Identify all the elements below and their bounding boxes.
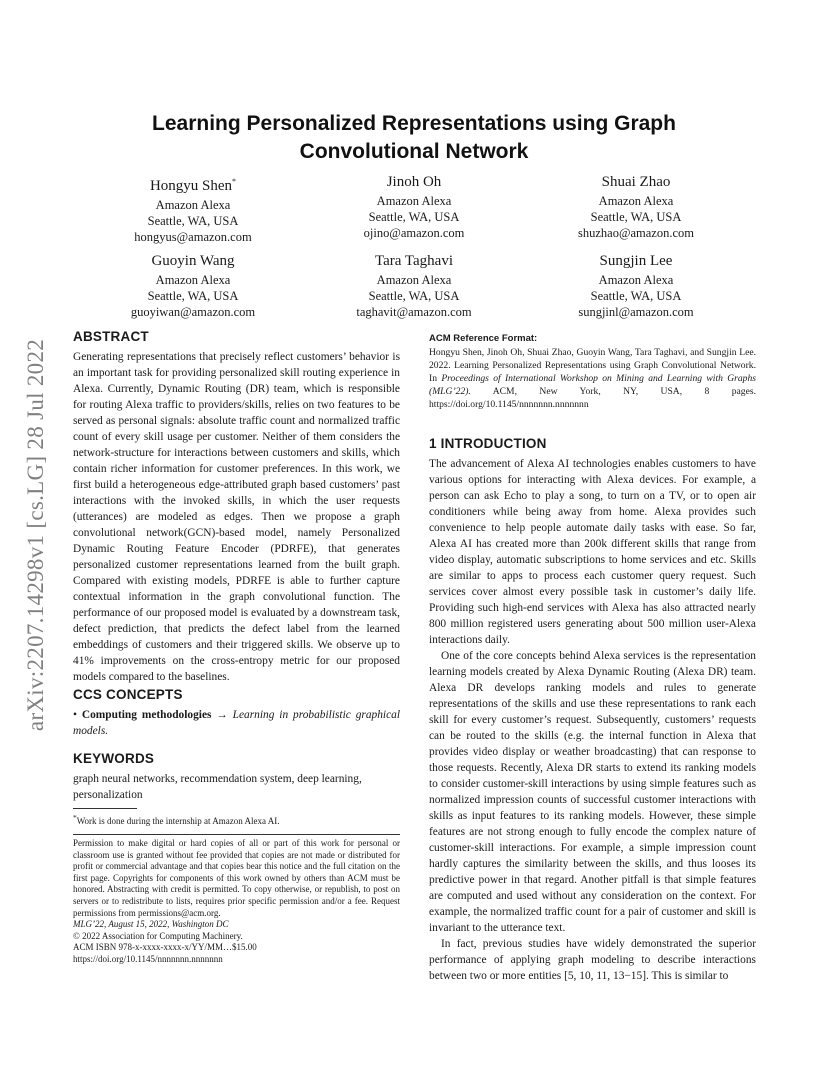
keywords-heading: KEYWORDS <box>73 751 155 766</box>
intro-paragraph: One of the core concepts behind Alexa services is the representation learning models created by Alexa Dynamic Routing (Alexa DR) team. Alexa DR develops ranking models and rules to generate representations of the skills and use these representations to rank each skill for every customer’s request. Subsequently, customers’ requests can be routed to the skills (e.g. the internal function in Alexa that provides video display or weather broadcasting) that can response to those requests. Recently, Alexa DR starts to extend its ranking models to consider customer-skill interactions by using simple features such as normalized impression counts of successful customer interactions with skills as input features to its ranking models. However, these simple features are not strong enough to fully encode the complex nature of customer-skill interactions. For example, a simple impression count hardly captures the similarity between the skills, and thus looses its predictive power in that regard. Another pitfall is that simple features are computed and used without any consideration on the context. For example, the normalized traffic count for a pair of customer and skill is invariant to the utterance text. <box>429 650 756 934</box>
ccs-concept-topic: Learning in probabilistic graphical models. <box>73 709 400 737</box>
arxiv-identifier-text: arXiv:2207.14298v1 [cs.LG] 28 Jul 2022 <box>23 338 49 732</box>
acm-reference <box>429 333 756 411</box>
author-affiliation: Amazon Alexa <box>155 198 231 212</box>
footnote-text: Work is done during the internship at Amazon Alexa AI. <box>76 816 280 826</box>
paper-title: Learning Personalized Representations using Graph Convolutional Network <box>152 112 676 163</box>
venue-line: MLG’22, August 15, 2022, Washington DC <box>73 919 229 930</box>
permission-divider <box>73 834 400 835</box>
author-affiliation: Amazon Alexa <box>376 273 452 287</box>
ccs-concepts <box>73 707 400 739</box>
permission-block <box>73 838 400 966</box>
author-location: Seattle, WA, USA <box>147 289 239 303</box>
introduction-section <box>429 436 756 984</box>
author-location: Seattle, WA, USA <box>147 214 239 228</box>
ccs-section <box>73 687 400 739</box>
author-block <box>546 172 726 241</box>
acm-reference-text: Hongyu Shen, Jinoh Oh, Shuai Zhao, Guoyin Wang, Tara Taghavi, and Sungjin Lee. 2022. Learning Personalized Representations using Graph Convolutional Network. In Proceedings of International Workshop on Mining and Learning with Graphs (MLG’22). ACM, New York, NY, USA, 8 pages. https://doi.org/10.1145/nnnnnnn.nnnnnnn <box>429 347 757 410</box>
intro-paragraph: The advancement of Alexa AI technologies enables customers to have various options for interacting with Alexa devices. For example, a person can ask Echo to play a song, to turn on a TV, or to open air conditioners while being away from home. Alexa provides such convenience to help people automate daily tasks with ease. So far, Alexa AI has created more than 200k different skills that range from video display, automatic subscriptions to home services and etc. Skills are similar to apps to process each customer query request. Such services cover almost every possible task in customer’s daily life. Providing such high-end services with Alexa has also attracted nearly 800 million registered users generating about 500 million user-Alexa interactions daily. <box>429 458 756 646</box>
author-email: sungjinl@amazon.com <box>578 305 694 319</box>
doi-link[interactable]: https://doi.org/10.1145/nnnnnnn.nnnnnnn <box>73 953 223 964</box>
abstract-section <box>73 329 400 685</box>
abstract-heading: ABSTRACT <box>73 329 149 344</box>
footnote-divider <box>73 808 137 809</box>
intro-paragraph: In fact, previous studies have widely demonstrated the superior performance of applying graph modeling to describe interactions between two or more entities [5, 10, 11, 13−15]. This is similar to <box>429 938 756 982</box>
arxiv-identifier <box>14 300 58 770</box>
author-footnote-mark: * <box>232 177 237 186</box>
author-email: guoyiwan@amazon.com <box>130 305 256 319</box>
permission-text: Permission to make digital or hard copies of all or part of this work for personal or classroom use is granted without fee provided that copies are not made or distributed for profit or commercial advantage and that copies bear this notice and the full citation on the first page. Copyrights for components of this work owned by others than ACM must be honored. Abstracting with credit is permitted. To copy otherwise, or republish, to post on servers or to redistribute to lists, requires prior specific permission and/or a fee. Request permissions from permissions@acm.org. <box>73 838 400 918</box>
author-name: Tara Taghavi <box>374 253 453 269</box>
author-affiliation: Amazon Alexa <box>598 273 674 287</box>
author-block <box>546 251 726 320</box>
author-name: Hongyu Shen* <box>149 177 237 194</box>
author-block <box>324 251 504 320</box>
footnote-mark: * <box>73 813 77 822</box>
author-email: shuzhao@amazon.com <box>578 226 694 240</box>
author-email: hongyus@amazon.com <box>134 230 252 244</box>
author-location: Seattle, WA, USA <box>590 289 682 303</box>
author-name: Shuai Zhao <box>601 174 671 190</box>
author-location: Seattle, WA, USA <box>590 210 682 224</box>
author-affiliation: Amazon Alexa <box>155 273 231 287</box>
keywords-text: graph neural networks, recommendation system, deep learning, personalization <box>73 773 362 801</box>
acm-reference-heading: ACM Reference Format: <box>429 333 538 344</box>
ccs-bullet: • <box>73 709 77 721</box>
footnote <box>73 812 400 828</box>
isbn-line: ACM ISBN 978-x-xxxx-xxxx-x/YY/MM…$15.00 <box>73 942 257 953</box>
author-location: Seattle, WA, USA <box>368 289 460 303</box>
author-block <box>324 172 504 241</box>
author-location: Seattle, WA, USA <box>368 210 460 224</box>
author-name: Sungjin Lee <box>599 253 673 269</box>
introduction-heading: 1 INTRODUCTION <box>429 436 547 451</box>
author-block <box>103 172 283 245</box>
abstract-text: Generating representations that precisely reflect customers’ behavior is an important task for providing personalized skill routing experience in Alexa. Currently, Dynamic Routing (DR) team, which is responsible for routing Alexa traffic to providers/skills, relies on two features to be served as personal signals: absolute traffic count and normalized traffic count of every skill usage per customer. Neither of them considers the network-structure for interactions between customers and skills, which contain richer information for customer preferences. In this work, we first build a heterogeneous edge-attributed graph based customers’ past interactions with the invoked skills, in which the user requests (utterances) are modeled as edges. Then we propose a graph convolutional network(GCN)-based model, namely Personalized Dynamic Routing Feature Encoder (PDRFE), that generates personalized customer representations learned from the built graph. Compared with existing models, PDRFE is able to further capture contextual information in the graph convolutional function. The performance of our proposed model is evaluated by a downstream task, defect prediction, that predicts the defect label from the learned embeddings of customers and their triggered skills. We observe up to 41% improvements on the cross-entropy metric for our proposed models compared to the baselines. <box>73 351 400 683</box>
ccs-heading: CCS CONCEPTS <box>73 687 183 702</box>
author-block <box>103 251 283 320</box>
copyright-line: © 2022 Association for Computing Machinery. <box>73 930 243 941</box>
ccs-arrow: → <box>216 709 228 721</box>
author-email: taghavit@amazon.com <box>356 305 472 319</box>
keywords-section <box>73 751 400 803</box>
author-email: ojino@amazon.com <box>363 226 465 240</box>
ccs-concept-category: Computing methodologies <box>81 709 212 721</box>
author-affiliation: Amazon Alexa <box>376 194 452 208</box>
author-affiliation: Amazon Alexa <box>598 194 674 208</box>
author-name: Jinoh Oh <box>386 174 442 190</box>
author-name: Guoyin Wang <box>151 253 235 269</box>
